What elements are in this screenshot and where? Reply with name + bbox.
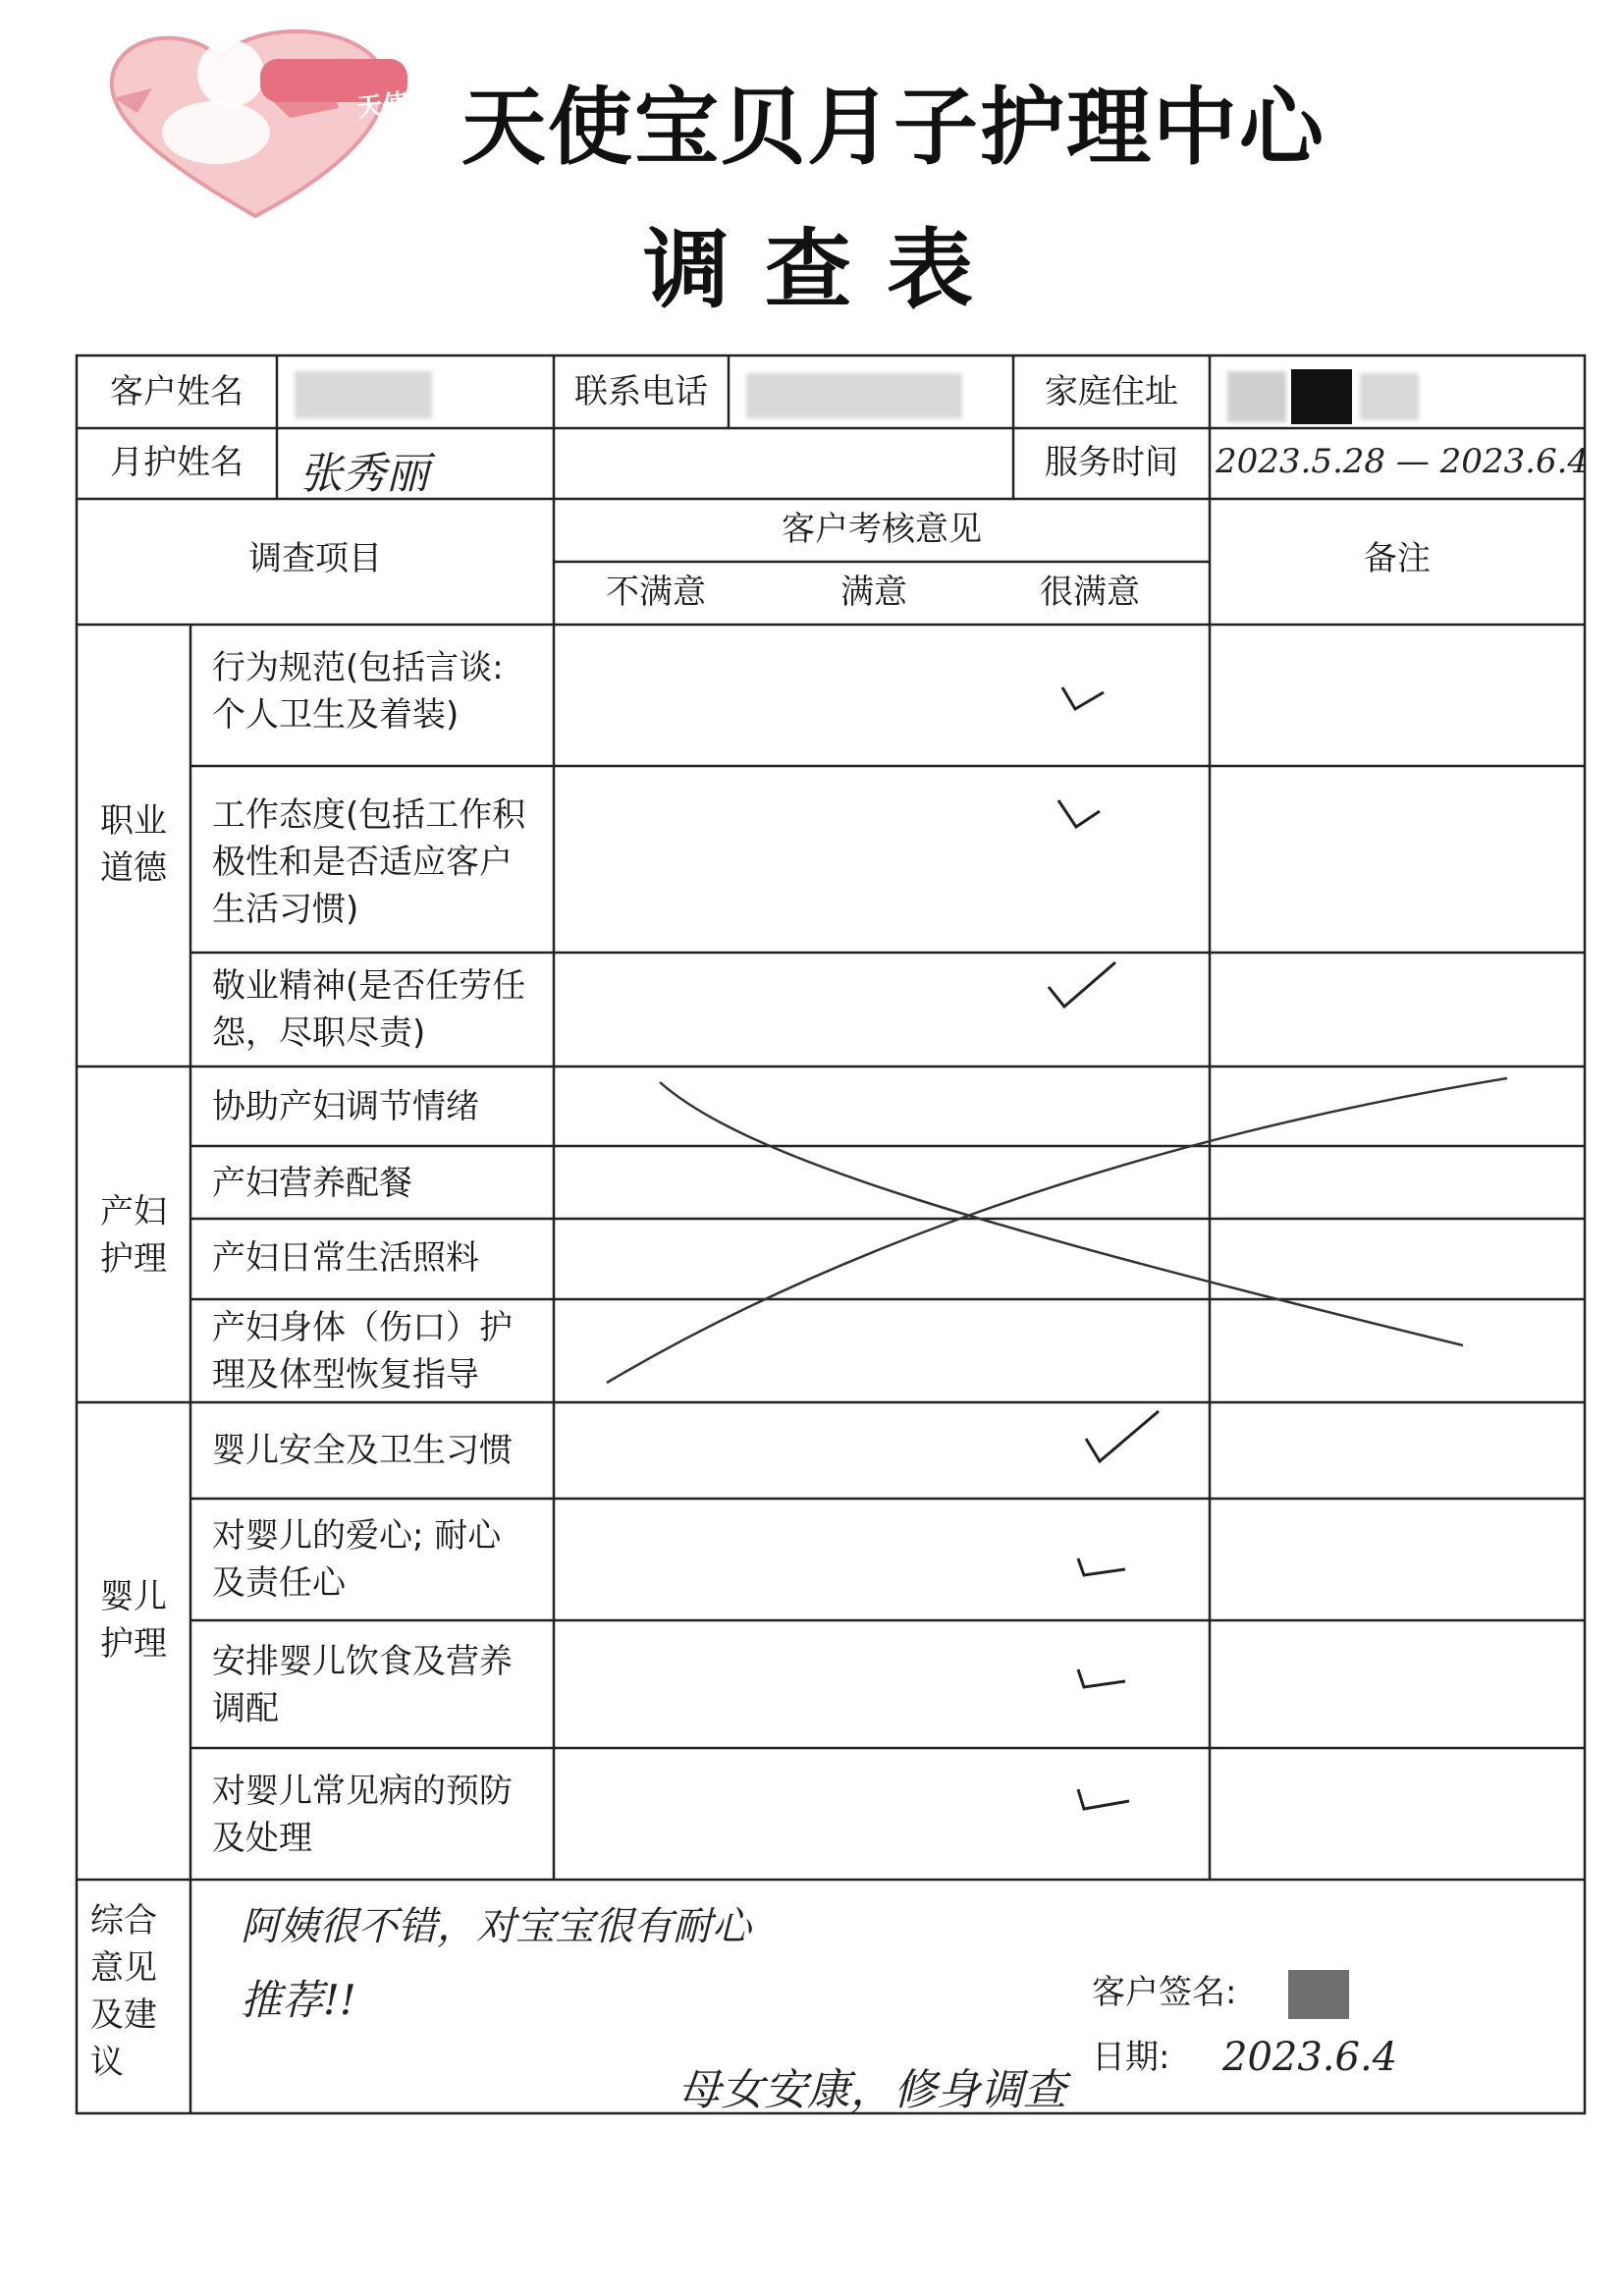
customer-name-redacted xyxy=(295,371,432,418)
item-dedication-line1: 敬业精神(是否任劳任 xyxy=(212,966,526,1006)
satisfied-header: 满意 xyxy=(840,573,907,612)
cross-out-mark xyxy=(607,1078,1507,1383)
summary-label xyxy=(90,1897,189,2086)
handwritten-note: 母女安康，修身调查 xyxy=(677,2065,1066,2115)
customer-signature-redacted xyxy=(1288,1970,1349,2019)
item-baby-hygiene: 婴儿安全及卫生习惯 xyxy=(212,1431,513,1470)
summary-label-line3: 及建 xyxy=(90,1995,157,2035)
item-recovery-line1: 产妇身体（伤口）护 xyxy=(212,1308,513,1347)
customer-signature-label: 客户签名: xyxy=(1092,1973,1237,2012)
summary-label-line4: 议 xyxy=(90,2043,124,2082)
item-recovery-line2: 理及体型恢复指导 xyxy=(212,1355,479,1394)
item-baby-love-line2: 及责任心 xyxy=(212,1563,346,1603)
logo-lettering: 天使宝贝 xyxy=(355,83,460,124)
item-baby-diet xyxy=(212,1638,551,1732)
remarks-header: 备注 xyxy=(1364,539,1431,578)
address-label: 家庭住址 xyxy=(1045,372,1178,411)
service-time-value: 2023.5.28 — 2023.6.4 xyxy=(1216,442,1590,481)
group-label-baby-care xyxy=(81,1573,187,1667)
customer-opinion-header: 客户考核意见 xyxy=(782,510,982,549)
group-label-mother-care xyxy=(81,1188,187,1283)
item-baby-illness-line2: 及处理 xyxy=(212,1819,312,1858)
item-attitude-line2: 极性和是否适应客户 xyxy=(212,843,513,882)
nurse-name-value: 张秀丽 xyxy=(299,449,429,499)
item-attitude xyxy=(212,792,551,933)
summary-comment-line1: 阿姨很不错，对宝宝很有耐心 xyxy=(241,1904,751,1949)
address-redacted-1 xyxy=(1227,371,1286,422)
item-baby-love xyxy=(212,1512,551,1607)
item-nutrition: 产妇营养配餐 xyxy=(212,1164,412,1203)
group-mother-care-text: 产妇护理 xyxy=(100,1192,167,1279)
summary-label-line2: 意见 xyxy=(90,1948,157,1988)
survey-item-header: 调查项目 xyxy=(248,539,382,578)
item-conduct xyxy=(212,644,551,738)
item-baby-love-line1: 对婴儿的爱心; 耐心 xyxy=(212,1516,502,1556)
item-dedication-line2: 怨，尽职尽责) xyxy=(212,1013,426,1053)
item-conduct-line2: 个人卫生及着装) xyxy=(212,695,460,735)
item-mood: 协助产妇调节情绪 xyxy=(212,1087,479,1126)
item-daily-care: 产妇日常生活照料 xyxy=(212,1238,479,1278)
address-redacted-3 xyxy=(1360,373,1419,420)
item-baby-illness-line1: 对婴儿常见病的预防 xyxy=(212,1772,513,1811)
summary-comment-line2: 推荐!! xyxy=(241,1976,356,2024)
item-attitude-line1: 工作态度(包括工作积 xyxy=(212,795,526,835)
very-satisfied-header: 很满意 xyxy=(1040,573,1140,612)
address-redacted-2 xyxy=(1291,369,1352,424)
phone-label: 联系电话 xyxy=(574,372,708,411)
date-label: 日期: xyxy=(1092,2038,1170,2077)
item-recovery xyxy=(212,1304,551,1398)
item-baby-diet-line1: 安排婴儿饮食及营养 xyxy=(212,1642,513,1681)
dissatisfied-header: 不满意 xyxy=(606,573,706,612)
item-baby-illness xyxy=(212,1768,551,1862)
date-value: 2023.6.4 xyxy=(1222,2035,1398,2080)
group-baby-care-text: 婴儿护理 xyxy=(100,1577,167,1664)
service-time-label: 服务时间 xyxy=(1045,443,1178,482)
item-baby-diet-line2: 调配 xyxy=(212,1689,279,1728)
group-label-ethics xyxy=(81,797,187,892)
item-attitude-line3: 生活习惯) xyxy=(212,890,359,929)
item-conduct-line1: 行为规范(包括言谈: xyxy=(212,648,504,687)
check-marks xyxy=(1049,687,1159,1809)
group-ethics-text: 职业道德 xyxy=(100,801,167,888)
page-title: 天使宝贝月子护理中心 xyxy=(461,78,1326,177)
customer-name-label: 客户姓名 xyxy=(110,372,244,411)
summary-label-line1: 综合 xyxy=(90,1901,157,1941)
page-subtitle: 调查表 xyxy=(643,218,1009,320)
phone-redacted xyxy=(746,373,962,418)
item-dedication xyxy=(212,962,551,1057)
nurse-name-label: 月护姓名 xyxy=(110,443,244,482)
